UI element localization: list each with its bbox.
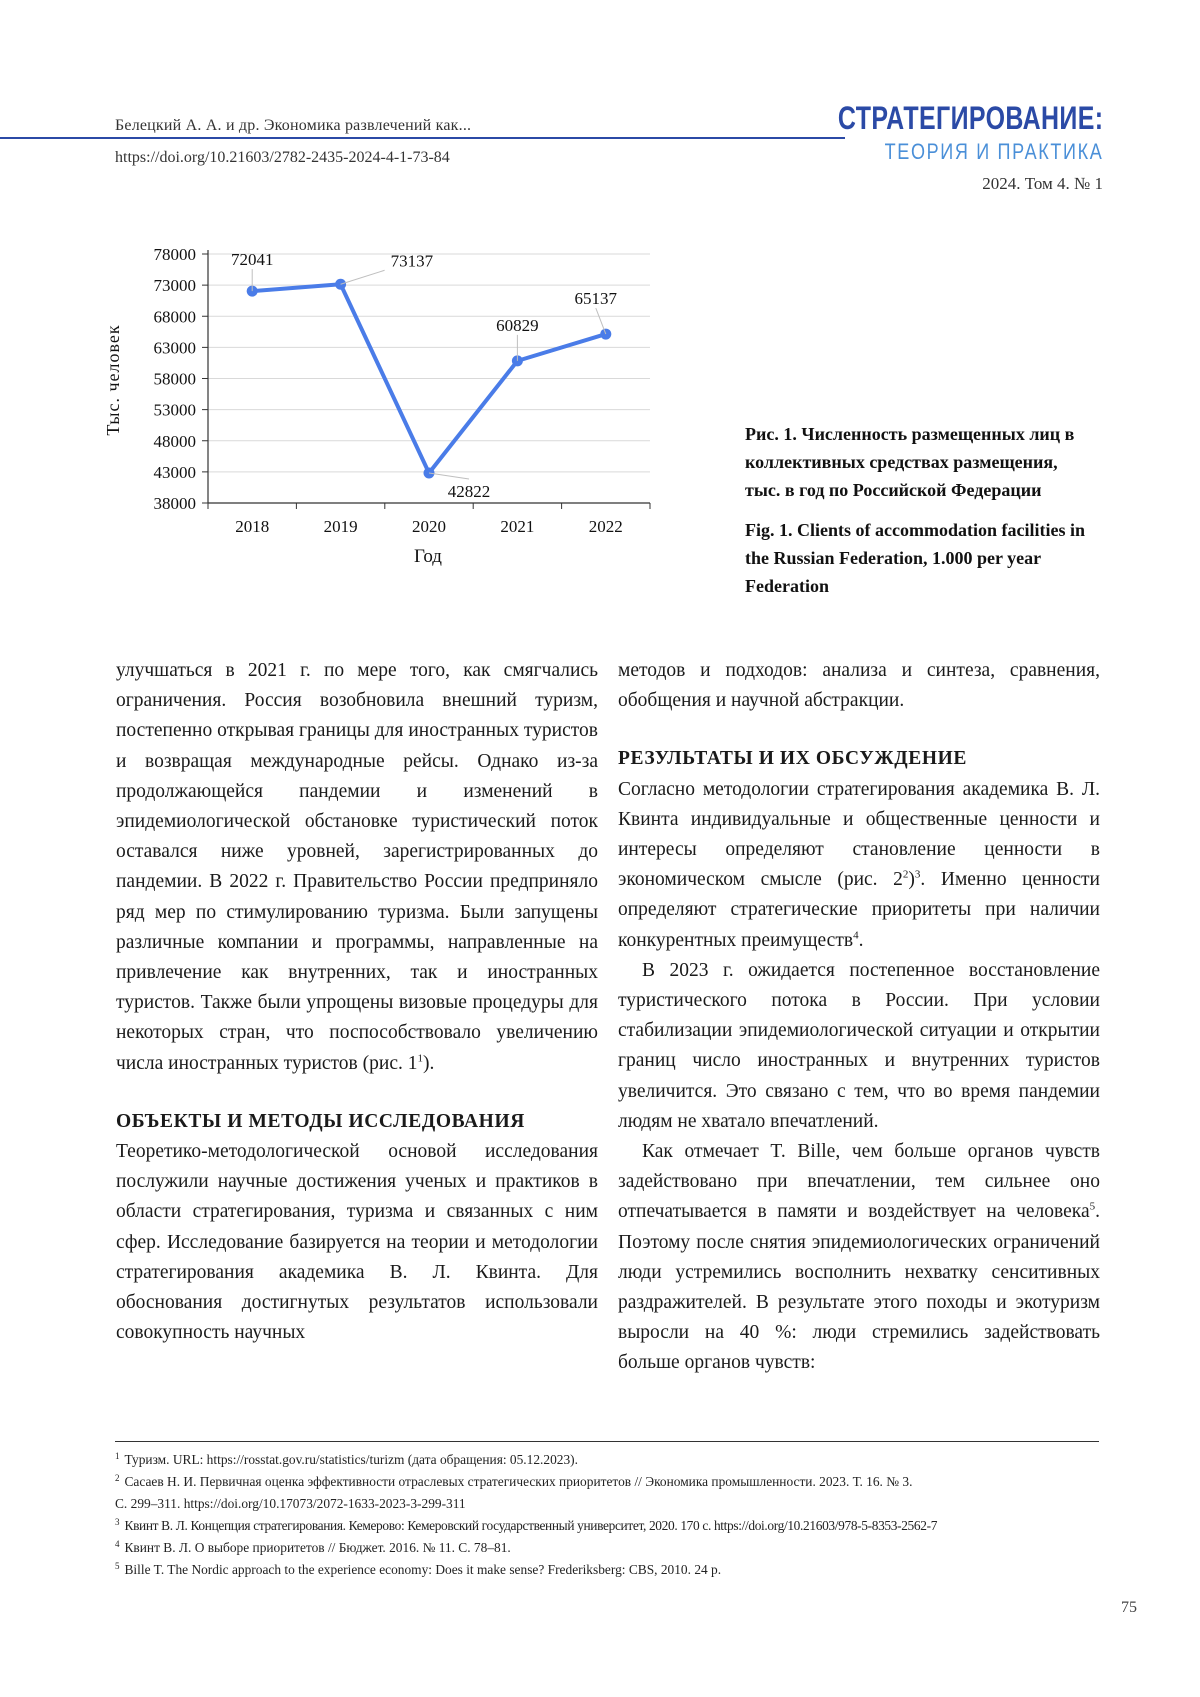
x-tick-labels <box>235 517 623 536</box>
y-tick-label: 63000 <box>153 338 196 358</box>
header-rule <box>0 137 845 139</box>
data-label: 73137 <box>390 251 434 271</box>
x-axis-label: Год <box>414 546 442 567</box>
x-tick-label: 2019 <box>323 517 358 536</box>
figure-1-chart <box>103 245 725 628</box>
caption-ru: Рис. 1. Численность размещенных лиц в коллективных средствах размещения, тыс. в год по Российской Федерации <box>745 424 1075 500</box>
data-label: 60829 <box>496 315 539 335</box>
y-tick-label: 43000 <box>153 462 196 482</box>
footnote-text: Bille T. The Nordic approach to the experience economy: Does it make sense? Frederiksberg: CBS, 2010. 24 p. <box>124 1562 722 1577</box>
data-label: 42822 <box>447 481 491 501</box>
x-tick-label: 2020 <box>412 517 446 536</box>
data-point <box>424 467 435 478</box>
paragraph-text: ). <box>422 1052 435 1074</box>
running-head-authors: Белецкий А. А. и др. Экономика развлечений как... <box>115 117 472 134</box>
footnote-text: Квинт В. Л. Концепция стратегирования. Кемерово: Кемеровский государственный университет, 2020. 170 с. https://doi.org/10.21603/978-5-8353-2562-7 <box>124 1518 938 1533</box>
footnotes <box>115 1449 1099 1581</box>
y-tick-label: 68000 <box>153 307 196 327</box>
y-tick-label: 73000 <box>153 276 196 296</box>
line-chart <box>103 245 725 628</box>
footnote <box>115 1559 1099 1581</box>
journal-brand <box>763 100 1103 194</box>
data-label-leader <box>341 270 385 284</box>
paragraph: В 2023 г. ожидается постепенное восстановление туристического потока в России. При условии стабилизации эпидемиологической ситуации и открытии границ число иностранных и внутренних туристов увеличится. Это связано с тем, что во время пандемии людям не хватало впечатлений. <box>618 959 1100 1132</box>
paragraph <box>618 1137 1100 1379</box>
section-heading-methods: ОБЪЕКТЫ И МЕТОДЫ ИССЛЕДОВАНИЯ <box>116 1110 525 1132</box>
paragraph-text: ) <box>908 869 915 891</box>
footnote-rule <box>115 1441 1099 1442</box>
footnote-continuation: С. 299–311. https://doi.org/10.17073/2072-1633-2023-3-299-311 <box>115 1496 466 1511</box>
footnote-number: 5 <box>115 1560 120 1571</box>
y-tick-label: 38000 <box>153 494 196 513</box>
footnote-number: 2 <box>115 1472 120 1483</box>
y-axis-label: Тыс. человек <box>103 324 123 436</box>
paragraph <box>618 775 1100 956</box>
data-label: 72041 <box>230 250 274 270</box>
footnote-ref[interactable]: 5 <box>1089 1200 1096 1213</box>
text-column-left <box>116 656 598 1348</box>
page-number: 75 <box>1121 1599 1137 1616</box>
journal-volume: 2024. Том 4. № 1 <box>982 174 1103 193</box>
text-column-right <box>618 656 1100 1379</box>
data-label-leader <box>429 473 469 479</box>
footnote-ref[interactable]: 1 <box>417 1052 423 1065</box>
x-tick-label: 2022 <box>588 517 623 536</box>
caption-en: Fig. 1. Clients of accommodation facilities in the Russian Federation, 1.000 per year Federation <box>745 520 1085 596</box>
paragraph-text: Согласно методологии стратегирования академика В. Л. Квинта индивидуальные и общественные ценности и интересы определяют становление ценности в экономическом смысле (рис. 2 <box>618 778 1100 891</box>
section-heading-results: РЕЗУЛЬТАТЫ И ИХ ОБСУЖДЕНИЕ <box>618 748 967 770</box>
footnote-ref[interactable]: 2 <box>902 868 909 881</box>
footnote <box>115 1449 1099 1471</box>
data-label: 65137 <box>574 289 618 309</box>
paragraph-text: . <box>858 929 864 951</box>
paragraph: Теоретико-методологической основой исследования послужили научные достижения ученых и практиков в области стратегирования, туризма и связанных с ним сфер. Исследование базируется на теории и методологии стратегирования академика В. Л. Квинта. Для обоснования достигнутых результатов использовали совокупность научных <box>116 1141 598 1344</box>
footnote-number: 3 <box>115 1516 120 1527</box>
y-tick-labels <box>154 245 197 513</box>
footnote-text: Квинт В. Л. О выборе приоритетов // Бюджет. 2016. № 11. С. 78–81. <box>124 1540 511 1555</box>
footnote-text: Туризм. URL: https://rosstat.gov.ru/statistics/turizm (дата обращения: 05.12.2023). <box>124 1452 578 1467</box>
y-tick-label: 58000 <box>153 369 196 389</box>
data-label-leader <box>596 308 606 334</box>
chart-grid <box>208 254 650 472</box>
footnote-ref[interactable]: 3 <box>914 868 921 881</box>
paragraph-text: улучшаться в 2021 г. по мере того, как смягчались ограничения. Россия возобновила внешний туризм, постепенно открывая границы для иностранных туристов и возвращая международные рейсы. Однако из-за продолжающейся пандемии и изменений в эпидемиологической обстановке туристический поток оставался ниже уровней, зарегистрированных до пандемии. В 2022 г. Правительство России предприняло ряд мер по стимулированию туризма. Были запущены различные компании и программы, направленные на привлечение как внутренних, так и иностранных туристов. Также были упрощены визовые процедуры для некоторых стран, что поспособствовало увеличению числа иностранных туристов (рис. 1 <box>116 660 598 1074</box>
figure-caption <box>745 420 1095 612</box>
footnote <box>115 1537 1099 1559</box>
x-tick-label: 2018 <box>235 517 270 536</box>
x-tick-label: 2021 <box>500 517 535 536</box>
data-point <box>335 279 346 290</box>
journal-subtitle: ТЕОРИЯ И ПРАКТИКА <box>884 139 1103 164</box>
footnote-number: 4 <box>115 1538 120 1549</box>
footnote-number: 1 <box>115 1450 120 1461</box>
footnote-text: Сасаев Н. И. Первичная оценка эффективности отраслевых стратегических приоритетов // Экономика промышленности. 2023. Т. 16. № 3. <box>124 1474 913 1489</box>
paragraph: методов и подходов: анализа и синтеза, сравнения, обобщения и научной абстракции. <box>618 660 1100 712</box>
paragraph-text: Как отмечает T. Bille, чем больше органов чувств задействовано при впечатлении, тем сильнее оно отпечатывается в памяти и воздействует на человека <box>618 1141 1100 1223</box>
footnote <box>115 1471 1099 1493</box>
footnote-ref[interactable]: 4 <box>853 929 859 942</box>
y-tick-label: 78000 <box>153 245 196 264</box>
journal-title: СТРАТЕГИРОВАНИЕ: <box>837 100 1103 136</box>
paragraph-text: . Именно ценности определяют стратегические приоритеты при наличии конкурентных преимуществ <box>618 869 1100 951</box>
paragraph <box>116 656 598 1079</box>
y-tick-label: 53000 <box>153 400 196 420</box>
footnote <box>115 1515 1099 1537</box>
running-head-doi: https://doi.org/10.21603/2782-2435-2024-4-1-73-84 <box>115 149 450 166</box>
paragraph-text: . Поэтому после снятия эпидемиологических ограничений люди устремились восполнить нехватку сенситивных раздражителей. В результате этого походы и экотуризм выросли на 40 %: люди стремились задействовать больше органов чувств: <box>618 1201 1100 1374</box>
y-tick-label: 48000 <box>153 431 196 451</box>
